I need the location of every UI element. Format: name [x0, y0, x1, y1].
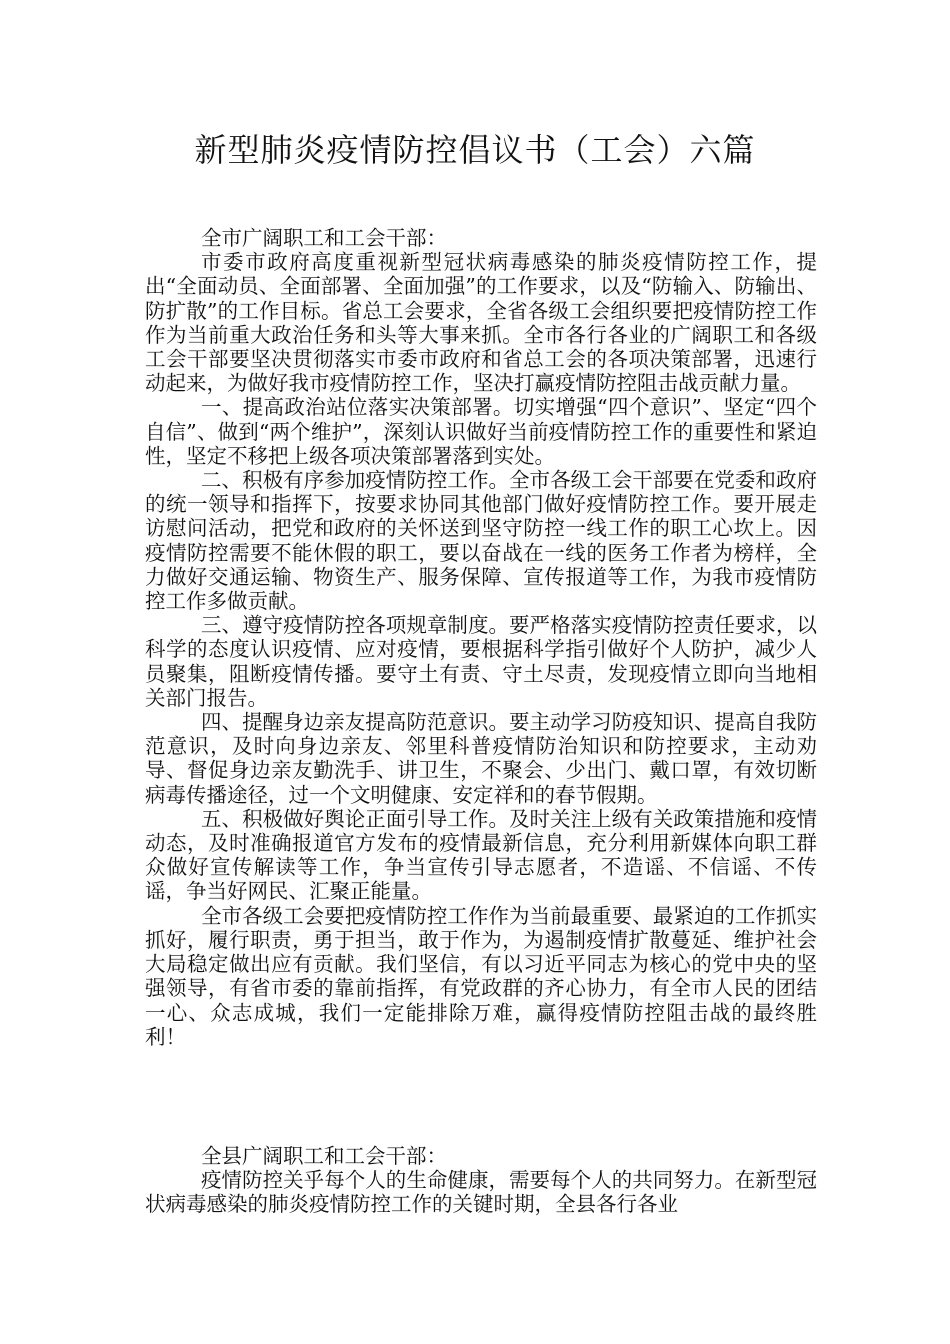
letter-one-point-1: 一、提高政治站位落实决策部署。切实增强“四个意识”、坚定“四个自信”、做到“两个维护”，深刻认识做好当前疫情防控工作的重要性和紧迫性，坚定不移把上级各项决策部署落到实处。: [145, 395, 817, 468]
letter-one: [145, 226, 817, 1049]
letter-one-closing-paragraph: 全市各级工会要把疫情防控工作作为当前最重要、最紧迫的工作抓实抓好，履行职责，勇于担当，敢于作为，为遏制疫情扩散蔓延、维护社会大局稳定做出应有贡献。我们坚信，有以习近平同志为核心的党中央的坚强领导，有省市委的靠前指挥，有党政群的齐心协力，有全市人民的团结一心、众志成城，我们一定能排除万难，赢得疫情防控阻击战的最终胜利！: [145, 903, 817, 1049]
letter-one-point-3: 三、遵守疫情防控各项规章制度。要严格落实疫情防控责任要求，以科学的态度认识疫情、应对疫情，要根据科学指引做好个人防护，减少人员聚集，阻断疫情传播。要守土有责、守土尽责，发现疫情立即向当地相关部门报告。: [145, 613, 817, 710]
document-title: 新型肺炎疫情防控倡议书（工会）六篇: [194, 131, 756, 169]
letter-two: [145, 1144, 817, 1217]
letter-one-salutation: 全市广阔职工和工会干部：: [201, 226, 447, 250]
letter-one-point-5: 五、积极做好舆论正面引导工作。及时关注上级有关政策措施和疫情动态，及时准确报道官方发布的疫情最新信息，充分利用新媒体向职工群众做好宣传解读等工作，争当宣传引导志愿者，不造谣、不信谣、不传谣，争当好网民、汇聚正能量。: [145, 806, 817, 904]
letter-two-salutation: 全县广阔职工和工会干部：: [201, 1144, 447, 1168]
letter-one-point-2: 二、积极有序参加疫情防控工作。全市各级工会干部要在党委和政府的统一领导和指挥下，按要求协同其他部门做好疫情防控工作。要开展走访慰问活动，把党和政府的关怀送到坚守防控一线工作的职工心坎上。因疫情防控需要不能休假的职工，要以奋战在一线的医务工作者为榜样，全力做好交通运输、物资生产、服务保障、宣传报道等工作，为我市疫情防控工作多做贡献。: [145, 468, 817, 614]
letter-one-intro-paragraph: 市委市政府高度重视新型冠状病毒感染的肺炎疫情防控工作，提出“全面动员、全面部署、全面加强”的工作要求，以及“防输入、防输出、防扩散”的工作目标。省总工会要求，全省各级工会组织要把疫情防控工作作为当前重大政治任务和头等大事来抓。全市各行各业的广阔职工和各级工会干部要坚决贯彻落实市委市政府和省总工会的各项决策部署，迅速行动起来，为做好我市疫情防控工作，坚决打赢疫情防控阻击战贡献力量。: [145, 250, 817, 396]
letter-two-intro-paragraph: 疫情防控关乎每个人的生命健康，需要每个人的共同努力。在新型冠状病毒感染的肺炎疫情防控工作的关键时期，全县各行各业: [145, 1168, 817, 1217]
letter-one-point-4: 四、提醒身边亲友提高防范意识。要主动学习防疫知识、提高自我防范意识，及时向身边亲友、邻里科普疫情防治知识和防控要求，主动劝导、督促身边亲友勤洗手、讲卫生，不聚会、少出门、戴口罩，有效切断病毒传播途径，过一个文明健康、安定祥和的春节假期。: [145, 710, 817, 807]
